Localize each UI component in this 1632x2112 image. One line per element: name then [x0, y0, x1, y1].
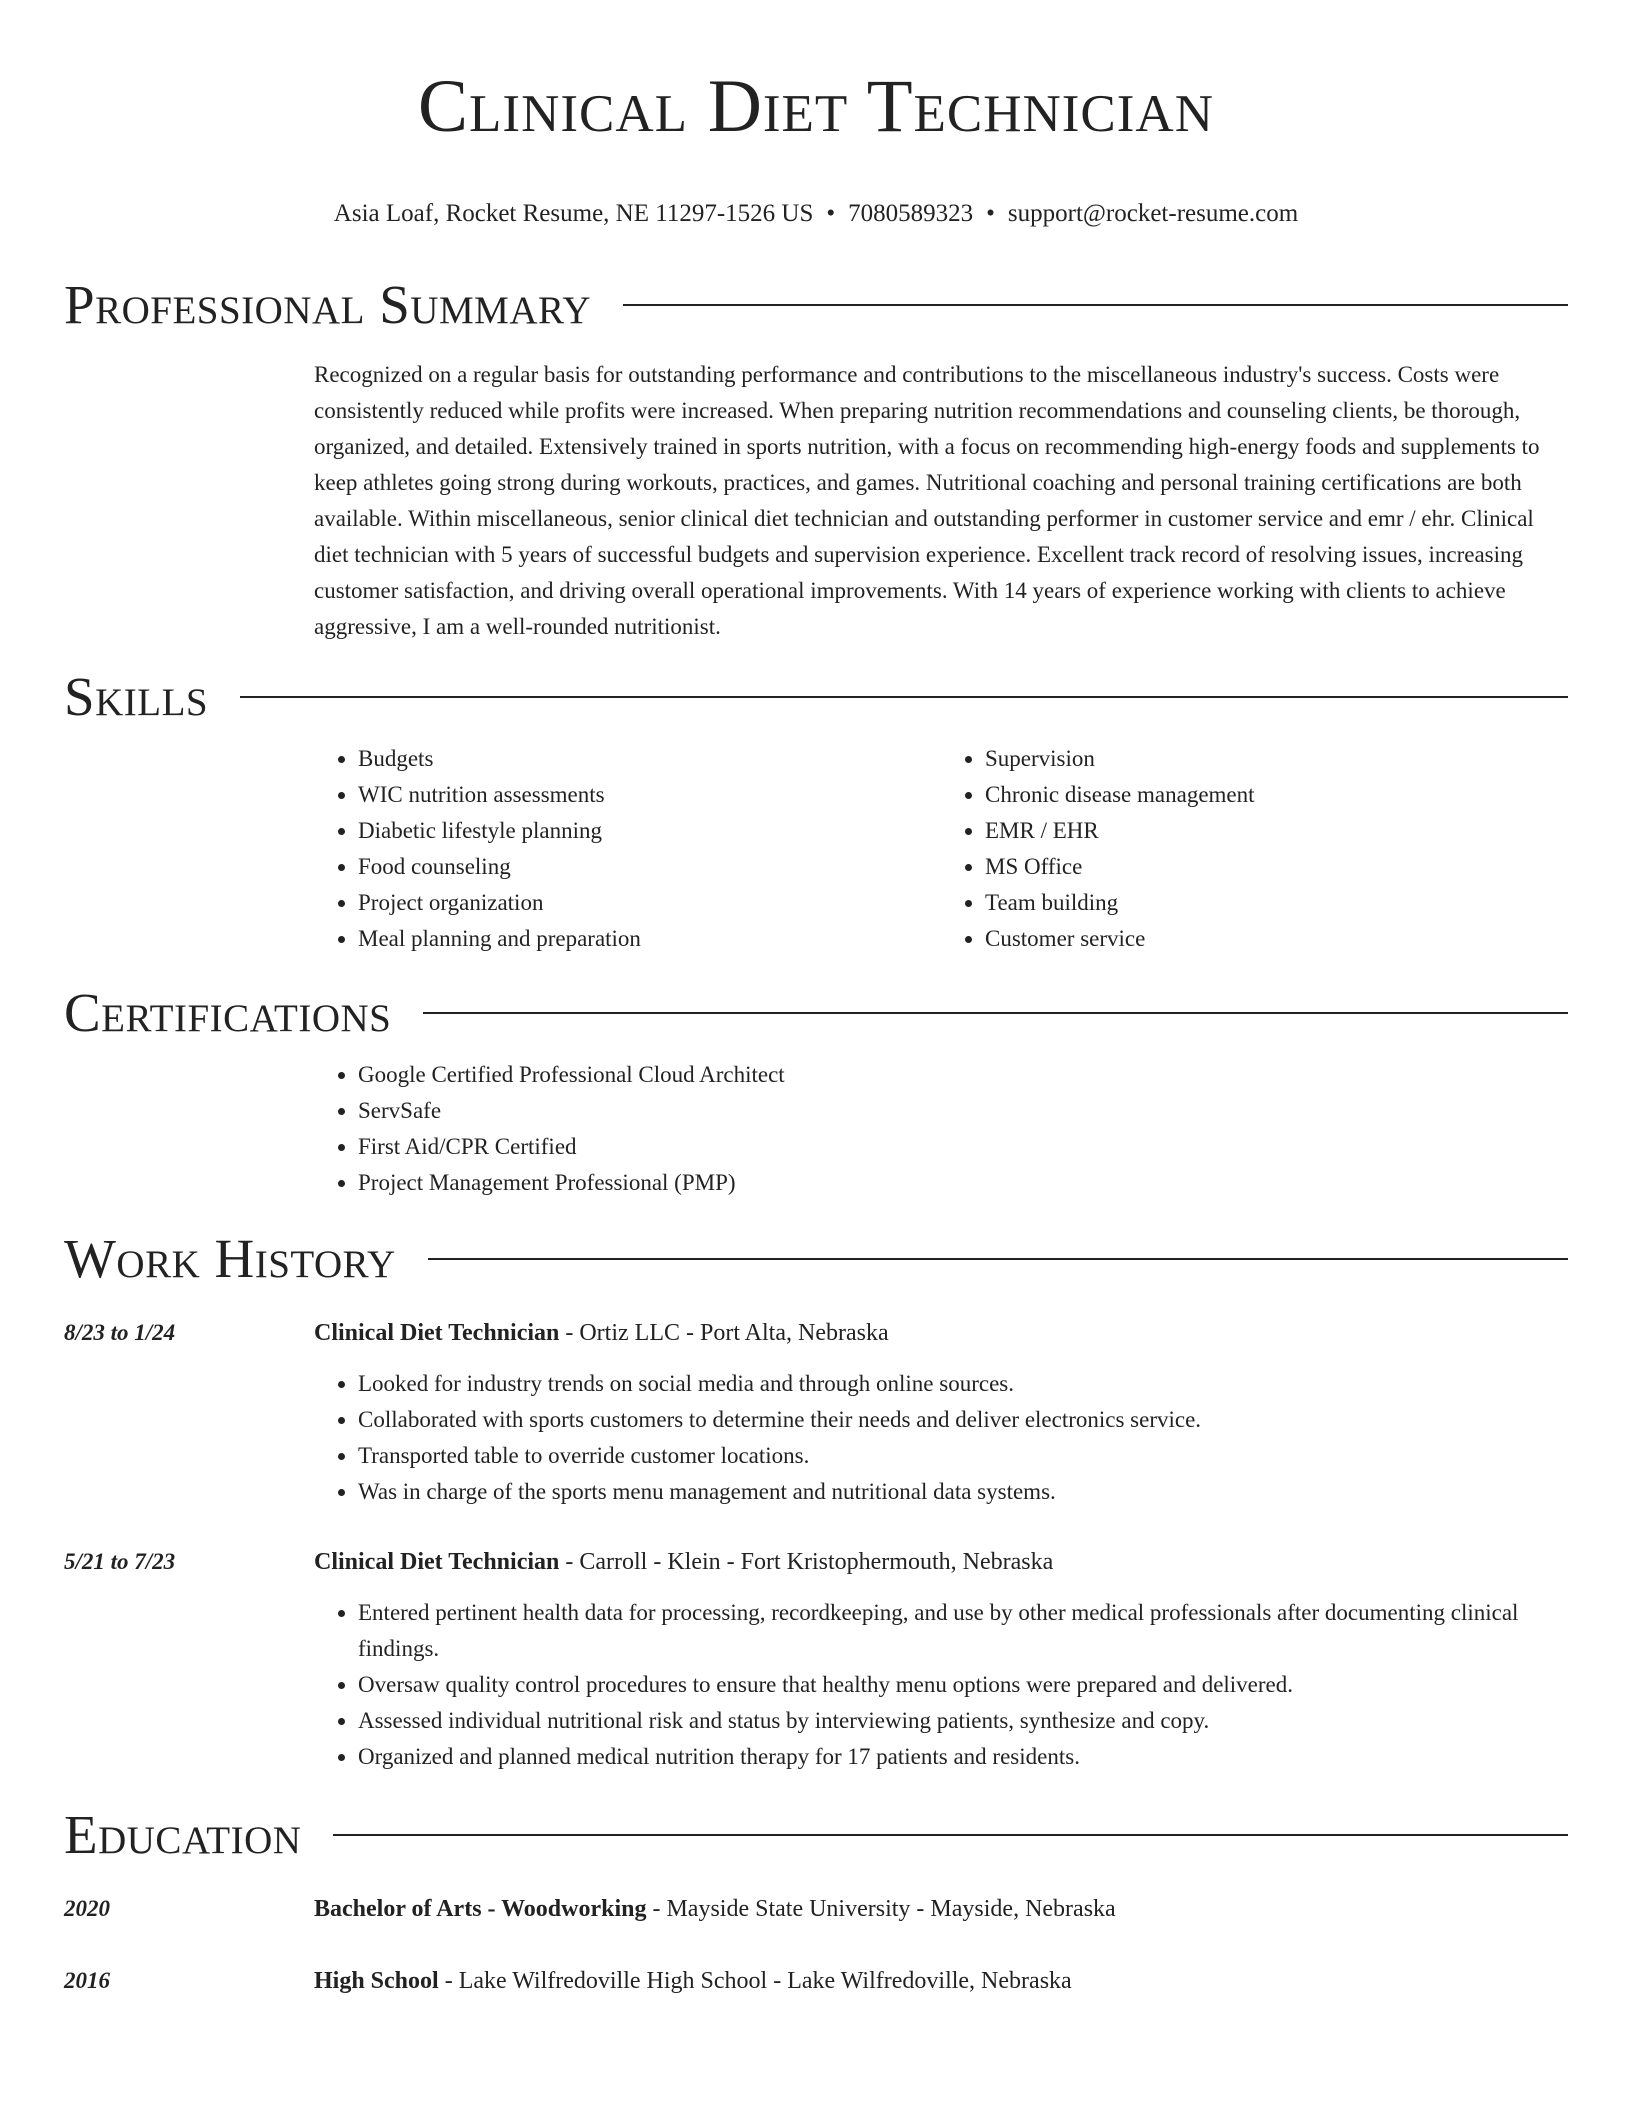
job-bullet: • Assessed individual nutritional risk and status by interviewing patients, synthesize and copy. — [358, 1703, 1568, 1739]
skill-item: • MS Office — [985, 849, 1568, 885]
education-degree: High School — [314, 1968, 439, 1994]
job-bullet: • Organized and planned medical nutrition therapy for 17 patients and residents. — [358, 1739, 1568, 1775]
skill-item: • Diabetic lifestyle planning — [358, 813, 941, 849]
job-bullet: • Entered pertinent health data for processing, recordkeeping, and use by other medical professionals after documenting clinical findings. — [358, 1595, 1568, 1667]
section-divider — [428, 1258, 1568, 1260]
job-bullets — [314, 1366, 1568, 1510]
summary-title: Professional Summary — [64, 274, 592, 335]
education-line — [314, 1963, 1072, 1999]
skills-title: Skills — [64, 666, 209, 727]
work-title: Work History — [64, 1228, 396, 1289]
certifications-title: Certifications — [64, 982, 392, 1043]
skill-item: • Supervision — [985, 741, 1568, 777]
job-company-location: - Carroll - Klein - Fort Kristophermouth, Nebraska — [559, 1549, 1054, 1575]
job-bullet-list — [314, 1366, 1568, 1510]
contact-address: Asia Loaf, Rocket Resume, NE 11297-1526 US — [333, 200, 814, 227]
resume-name: Clinical Diet Technician — [418, 65, 1214, 148]
skill-item: • Food counseling — [358, 849, 941, 885]
education-section-header — [64, 1805, 1568, 1865]
education-year: 2016 — [64, 1968, 110, 1993]
job-bullets — [314, 1595, 1568, 1775]
education-school: - Mayside State University - Mayside, Nebraska — [646, 1896, 1116, 1922]
skill-item: • WIC nutrition assessments — [358, 777, 941, 813]
job-bullet: • Oversaw quality control procedures to ensure that healthy menu options were prepared and delivered. — [358, 1667, 1568, 1703]
work-section-header — [64, 1229, 1568, 1289]
education-school: - Lake Wilfredoville High School - Lake Wilfredoville, Nebraska — [438, 1968, 1072, 1994]
skills-section-header — [64, 667, 1568, 727]
contact-email: support@rocket-resume.com — [1007, 200, 1299, 227]
summary-text: Recognized on a regular basis for outstanding performance and contributions to the miscellaneous industry's success. Costs were consistently reduced while profits were increased. When preparing nutrition recommendations and counseling clients, be thorough, organized, and detailed. Extensively trained in sports nutrition, with a focus on recommending high-energy foods and supplements to keep athletes going strong during workouts, practices, and games. Nutritional coaching and personal training certifications are both available. Within miscellaneous, senior clinical diet technician and outstanding performer in customer service and emr / ehr. Clinical diet technician with 5 years of successful budgets and supervision experience. Excellent track record of resolving issues, increasing customer satisfaction, and driving overall operational improvements. With 14 years of experience working with clients to achieve aggressive, I am a well-rounded nutritionist. — [314, 362, 1540, 639]
job-role: Clinical Diet Technician — [314, 1549, 560, 1575]
job-entry — [64, 1315, 1568, 1510]
job-title-line — [314, 1544, 1053, 1580]
skill-item: • Team building — [985, 885, 1568, 921]
summary-section-header — [64, 275, 1568, 335]
job-bullet: • Transported table to override customer locations. — [358, 1438, 1568, 1474]
education-degree: Bachelor of Arts - Woodworking — [314, 1896, 647, 1922]
job-bullet: • Looked for industry trends on social media and through online sources. — [358, 1366, 1568, 1402]
certifications-section-header — [64, 983, 1568, 1043]
job-dates: 5/21 to 7/23 — [64, 1549, 176, 1574]
education-entry — [64, 1891, 1568, 1927]
job-header — [64, 1544, 1568, 1580]
job-bullet-list — [314, 1595, 1568, 1775]
certification-item: • Google Certified Professional Cloud Architect — [358, 1057, 1568, 1093]
section-divider — [423, 1012, 1568, 1014]
job-bullet: • Was in charge of the sports menu management and nutritional data systems. — [358, 1474, 1568, 1510]
contact-phone: 7080589323 — [848, 200, 974, 227]
education-entry — [64, 1963, 1568, 1999]
skill-item: • Customer service — [985, 921, 1568, 957]
job-company-location: - Ortiz LLC - Port Alta, Nebraska — [559, 1320, 889, 1346]
job-role: Clinical Diet Technician — [314, 1320, 560, 1346]
section-divider — [333, 1834, 1568, 1836]
skill-item: • Chronic disease management — [985, 777, 1568, 813]
job-dates: 8/23 to 1/24 — [64, 1320, 176, 1345]
skill-item: • EMR / EHR — [985, 813, 1568, 849]
education-title: Education — [64, 1804, 302, 1865]
section-divider — [623, 304, 1568, 306]
section-divider — [240, 696, 1568, 698]
certifications-list — [314, 1057, 1568, 1201]
certification-item: • ServSafe — [358, 1093, 1568, 1129]
job-entry — [64, 1544, 1568, 1775]
job-bullet: • Collaborated with sports customers to determine their needs and deliver electronics service. — [358, 1402, 1568, 1438]
contact-separator: • — [986, 200, 995, 227]
skill-item: • Meal planning and preparation — [358, 921, 941, 957]
skill-item: • Budgets — [358, 741, 941, 777]
skills-list — [314, 741, 1568, 957]
skill-item: • Project organization — [358, 885, 941, 921]
education-line — [314, 1891, 1116, 1927]
job-title-line — [314, 1315, 889, 1351]
job-header — [64, 1315, 1568, 1351]
education-year: 2020 — [64, 1896, 110, 1921]
skills-column-left — [314, 741, 941, 957]
certification-item: • First Aid/CPR Certified — [358, 1129, 1568, 1165]
certifications-bullets — [314, 1057, 1568, 1201]
contact-separator: • — [826, 200, 836, 227]
skills-column-right — [941, 741, 1568, 957]
contact-line — [64, 199, 1568, 229]
certification-item: • Project Management Professional (PMP) — [358, 1165, 1568, 1201]
